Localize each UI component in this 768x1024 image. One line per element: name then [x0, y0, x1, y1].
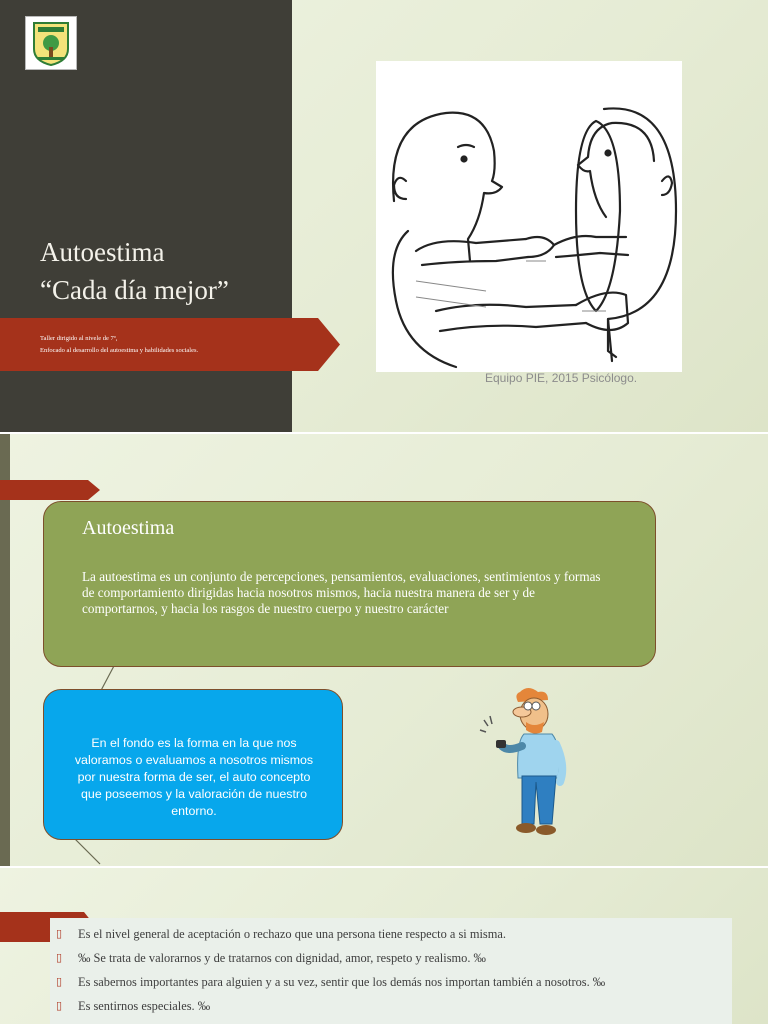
bullet-marker: ▯	[56, 928, 63, 940]
bullet-marker: ▯	[56, 1000, 63, 1012]
bullet-marker: ▯	[56, 976, 63, 988]
subtitle-line-2: Enfocado al desarrollo del autoestima y habilidades sociales.	[40, 347, 199, 354]
title-line-1: Autoestima	[40, 237, 165, 267]
definition-text: La autoestima es un conjunto de percepciones, pensamientos, evaluaciones, sentimientos y formas de comportamiento dirigidas hacia nosotros mismos, hacia nuestra manera de ser y de comportarnos, y hacia los rasgos de nuestro cuerpo y nuestro carácter	[82, 569, 601, 616]
list-item	[56, 922, 605, 946]
credit-text: Equipo PIE, 2015 Psicólogo.	[485, 371, 638, 385]
list-item	[56, 970, 605, 994]
title-line-2: “Cada día mejor”	[40, 275, 229, 305]
slide-title-text	[40, 233, 229, 309]
old-man-illustration	[478, 686, 578, 838]
slide-title	[0, 0, 768, 432]
slide-characteristics	[0, 868, 768, 1024]
bullet-marker: ▯	[56, 952, 63, 964]
mirror-illustration	[376, 61, 682, 372]
subtitle-line-1: Taller dirigido al nivele de 7º,	[40, 335, 118, 342]
bullet-text: ‰ Se trata de valorarnos y de tratarnos con dignidad, amor, respeto y realismo. ‰	[78, 951, 486, 965]
characteristics-list	[56, 922, 605, 1018]
list-item	[56, 994, 605, 1018]
definition-title: Autoestima	[82, 517, 175, 539]
bullet-text: Es el nivel general de aceptación o rechazo que una persona tiene respecto a si misma.	[78, 927, 506, 941]
subtitle-text	[40, 333, 198, 357]
slide-definition	[0, 434, 768, 866]
school-logo	[25, 16, 77, 70]
explanation-text: En el fondo es la forma en la que nos valoramos o evaluamos a nosotros mismos por nuestra forma de ser, el auto concepto que poseemos y la valoración de nuestro entorno.	[74, 736, 314, 818]
red-tab-marker	[0, 480, 100, 500]
bullet-text: Es sentirnos especiales. ‰	[78, 999, 211, 1013]
bullet-text: Es sabernos importantes para alguien y a su vez, sentir que los demás nos importan también a nosotros. ‰	[78, 975, 606, 989]
list-item	[56, 946, 605, 970]
